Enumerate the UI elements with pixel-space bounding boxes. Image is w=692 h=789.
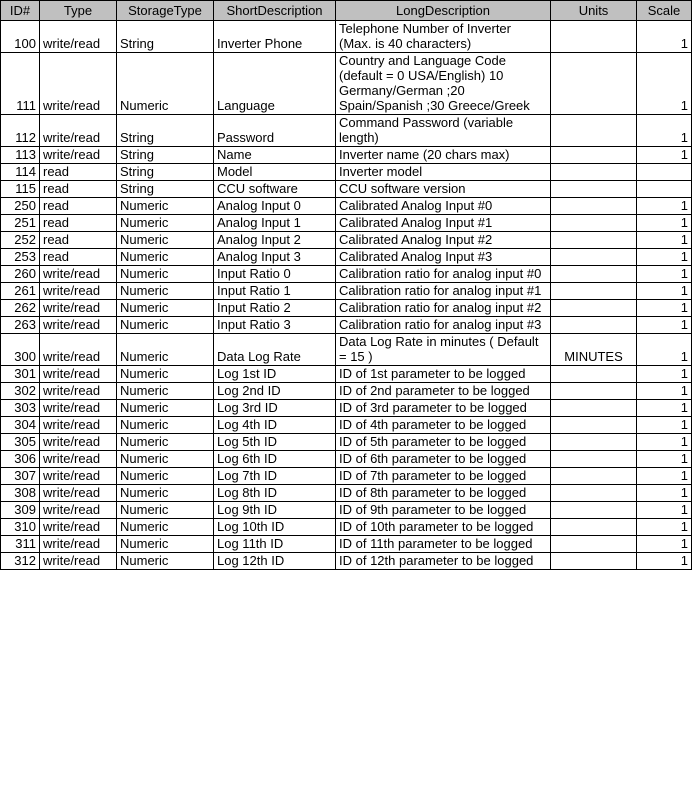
cell-id: 100 xyxy=(1,21,40,53)
cell-long-description: ID of 6th parameter to be logged xyxy=(336,451,551,468)
cell-type: write/read xyxy=(40,21,117,53)
cell-short-description: Name xyxy=(214,147,336,164)
cell-id: 114 xyxy=(1,164,40,181)
cell-units xyxy=(551,536,637,553)
table-row xyxy=(1,215,692,232)
table-row xyxy=(1,115,692,147)
table-row xyxy=(1,198,692,215)
cell-id: 115 xyxy=(1,181,40,198)
cell-storage-type: Numeric xyxy=(117,215,214,232)
cell-units xyxy=(551,181,637,198)
cell-short-description: Log 11th ID xyxy=(214,536,336,553)
table-row xyxy=(1,502,692,519)
cell-scale xyxy=(637,181,692,198)
cell-scale: 1 xyxy=(637,451,692,468)
cell-type: write/read xyxy=(40,502,117,519)
cell-scale: 1 xyxy=(637,300,692,317)
cell-long-description: Inverter model xyxy=(336,164,551,181)
cell-storage-type: Numeric xyxy=(117,383,214,400)
cell-short-description: Input Ratio 3 xyxy=(214,317,336,334)
header-type: Type xyxy=(40,1,117,21)
cell-scale: 1 xyxy=(637,519,692,536)
cell-long-description: ID of 5th parameter to be logged xyxy=(336,434,551,451)
cell-long-description: ID of 4th parameter to be logged xyxy=(336,417,551,434)
cell-id: 253 xyxy=(1,249,40,266)
cell-short-description: Log 7th ID xyxy=(214,468,336,485)
cell-type: write/read xyxy=(40,147,117,164)
cell-storage-type: Numeric xyxy=(117,434,214,451)
cell-long-description: ID of 3rd parameter to be logged xyxy=(336,400,551,417)
cell-long-description: Calibrated Analog Input #0 xyxy=(336,198,551,215)
cell-type: write/read xyxy=(40,317,117,334)
cell-type: write/read xyxy=(40,536,117,553)
cell-storage-type: Numeric xyxy=(117,400,214,417)
cell-units xyxy=(551,417,637,434)
cell-short-description: Input Ratio 2 xyxy=(214,300,336,317)
table-row xyxy=(1,317,692,334)
cell-type: write/read xyxy=(40,283,117,300)
cell-type: read xyxy=(40,215,117,232)
cell-long-description: CCU software version xyxy=(336,181,551,198)
cell-units xyxy=(551,519,637,536)
cell-units xyxy=(551,300,637,317)
table-row xyxy=(1,164,692,181)
cell-long-description: Calibrated Analog Input #3 xyxy=(336,249,551,266)
cell-storage-type: String xyxy=(117,181,214,198)
cell-type: read xyxy=(40,181,117,198)
cell-id: 250 xyxy=(1,198,40,215)
cell-short-description: CCU software xyxy=(214,181,336,198)
cell-short-description: Data Log Rate xyxy=(214,334,336,366)
table-row xyxy=(1,366,692,383)
cell-long-description: ID of 12th parameter to be logged xyxy=(336,553,551,570)
cell-scale: 1 xyxy=(637,417,692,434)
cell-scale: 1 xyxy=(637,400,692,417)
cell-long-description: ID of 1st parameter to be logged xyxy=(336,366,551,383)
cell-storage-type: Numeric xyxy=(117,249,214,266)
cell-type: write/read xyxy=(40,519,117,536)
cell-units xyxy=(551,164,637,181)
cell-storage-type: String xyxy=(117,164,214,181)
cell-scale: 1 xyxy=(637,53,692,115)
cell-scale: 1 xyxy=(637,283,692,300)
cell-short-description: Input Ratio 0 xyxy=(214,266,336,283)
cell-storage-type: Numeric xyxy=(117,266,214,283)
cell-units xyxy=(551,21,637,53)
header-row xyxy=(1,1,692,21)
cell-units xyxy=(551,283,637,300)
cell-type: write/read xyxy=(40,383,117,400)
cell-long-description: Command Password (variable length) xyxy=(336,115,551,147)
cell-units xyxy=(551,266,637,283)
cell-scale: 1 xyxy=(637,21,692,53)
cell-scale: 1 xyxy=(637,266,692,283)
cell-long-description: Data Log Rate in minutes ( Default = 15 ) xyxy=(336,334,551,366)
cell-storage-type: Numeric xyxy=(117,232,214,249)
cell-long-description: ID of 9th parameter to be logged xyxy=(336,502,551,519)
cell-storage-type: Numeric xyxy=(117,485,214,502)
cell-scale: 1 xyxy=(637,434,692,451)
cell-short-description: Log 12th ID xyxy=(214,553,336,570)
cell-id: 260 xyxy=(1,266,40,283)
header-short-description: ShortDescription xyxy=(214,1,336,21)
cell-scale: 1 xyxy=(637,502,692,519)
cell-scale: 1 xyxy=(637,366,692,383)
cell-short-description: Log 10th ID xyxy=(214,519,336,536)
cell-type: read xyxy=(40,198,117,215)
cell-storage-type: Numeric xyxy=(117,334,214,366)
cell-type: write/read xyxy=(40,417,117,434)
cell-type: write/read xyxy=(40,266,117,283)
cell-id: 311 xyxy=(1,536,40,553)
cell-scale: 1 xyxy=(637,468,692,485)
table-row xyxy=(1,400,692,417)
table-row xyxy=(1,536,692,553)
cell-long-description: Calibrated Analog Input #2 xyxy=(336,232,551,249)
cell-id: 312 xyxy=(1,553,40,570)
cell-units xyxy=(551,451,637,468)
cell-id: 303 xyxy=(1,400,40,417)
cell-long-description: Calibration ratio for analog input #3 xyxy=(336,317,551,334)
table-row xyxy=(1,147,692,164)
cell-type: write/read xyxy=(40,553,117,570)
cell-scale: 1 xyxy=(637,334,692,366)
cell-units xyxy=(551,434,637,451)
cell-type: write/read xyxy=(40,485,117,502)
cell-units: MINUTES xyxy=(551,334,637,366)
cell-storage-type: Numeric xyxy=(117,502,214,519)
table-row xyxy=(1,485,692,502)
cell-scale: 1 xyxy=(637,198,692,215)
cell-short-description: Language xyxy=(214,53,336,115)
cell-storage-type: Numeric xyxy=(117,536,214,553)
cell-scale: 1 xyxy=(637,249,692,266)
cell-id: 261 xyxy=(1,283,40,300)
cell-long-description: ID of 10th parameter to be logged xyxy=(336,519,551,536)
cell-short-description: Log 8th ID xyxy=(214,485,336,502)
cell-long-description: Country and Language Code (default = 0 USA/English) 10 Germany/German ;20 Spain/Spanish ;30 Greece/Greek xyxy=(336,53,551,115)
table-row xyxy=(1,334,692,366)
table-body xyxy=(1,21,692,570)
table-row xyxy=(1,232,692,249)
cell-units xyxy=(551,232,637,249)
cell-short-description: Log 1st ID xyxy=(214,366,336,383)
cell-type: write/read xyxy=(40,468,117,485)
header-units: Units xyxy=(551,1,637,21)
cell-scale: 1 xyxy=(637,383,692,400)
cell-scale: 1 xyxy=(637,553,692,570)
cell-id: 263 xyxy=(1,317,40,334)
cell-short-description: Analog Input 0 xyxy=(214,198,336,215)
cell-units xyxy=(551,366,637,383)
table-row xyxy=(1,249,692,266)
cell-scale: 1 xyxy=(637,215,692,232)
cell-short-description: Log 9th ID xyxy=(214,502,336,519)
cell-short-description: Analog Input 2 xyxy=(214,232,336,249)
cell-id: 307 xyxy=(1,468,40,485)
cell-type: write/read xyxy=(40,400,117,417)
cell-storage-type: Numeric xyxy=(117,468,214,485)
cell-storage-type: Numeric xyxy=(117,417,214,434)
cell-type: write/read xyxy=(40,115,117,147)
cell-units xyxy=(551,115,637,147)
cell-storage-type: Numeric xyxy=(117,553,214,570)
header-storage-type: StorageType xyxy=(117,1,214,21)
cell-id: 252 xyxy=(1,232,40,249)
cell-short-description: Input Ratio 1 xyxy=(214,283,336,300)
cell-long-description: Inverter name (20 chars max) xyxy=(336,147,551,164)
cell-units xyxy=(551,400,637,417)
cell-type: write/read xyxy=(40,334,117,366)
cell-type: write/read xyxy=(40,366,117,383)
cell-storage-type: Numeric xyxy=(117,519,214,536)
cell-long-description: ID of 7th parameter to be logged xyxy=(336,468,551,485)
header-long-description: LongDescription xyxy=(336,1,551,21)
cell-units xyxy=(551,53,637,115)
table-row xyxy=(1,181,692,198)
cell-long-description: Calibrated Analog Input #1 xyxy=(336,215,551,232)
cell-id: 306 xyxy=(1,451,40,468)
cell-id: 305 xyxy=(1,434,40,451)
cell-units xyxy=(551,485,637,502)
cell-storage-type: String xyxy=(117,21,214,53)
cell-short-description: Log 2nd ID xyxy=(214,383,336,400)
cell-units xyxy=(551,215,637,232)
cell-long-description: ID of 2nd parameter to be logged xyxy=(336,383,551,400)
cell-long-description: Telephone Number of Inverter (Max. is 40 characters) xyxy=(336,21,551,53)
cell-long-description: ID of 8th parameter to be logged xyxy=(336,485,551,502)
table-header xyxy=(1,1,692,21)
table-row xyxy=(1,21,692,53)
cell-units xyxy=(551,147,637,164)
cell-type: write/read xyxy=(40,300,117,317)
cell-long-description: Calibration ratio for analog input #2 xyxy=(336,300,551,317)
cell-type: write/read xyxy=(40,434,117,451)
cell-scale xyxy=(637,164,692,181)
cell-short-description: Model xyxy=(214,164,336,181)
cell-storage-type: String xyxy=(117,115,214,147)
cell-scale: 1 xyxy=(637,115,692,147)
cell-storage-type: String xyxy=(117,147,214,164)
cell-short-description: Inverter Phone xyxy=(214,21,336,53)
cell-scale: 1 xyxy=(637,536,692,553)
cell-units xyxy=(551,468,637,485)
table-row xyxy=(1,434,692,451)
cell-scale: 1 xyxy=(637,485,692,502)
table-row xyxy=(1,553,692,570)
cell-type: write/read xyxy=(40,53,117,115)
cell-short-description: Log 5th ID xyxy=(214,434,336,451)
cell-type: read xyxy=(40,164,117,181)
cell-storage-type: Numeric xyxy=(117,283,214,300)
table-row xyxy=(1,383,692,400)
cell-long-description: ID of 11th parameter to be logged xyxy=(336,536,551,553)
table-row xyxy=(1,417,692,434)
table-row xyxy=(1,53,692,115)
cell-storage-type: Numeric xyxy=(117,198,214,215)
header-id: ID# xyxy=(1,1,40,21)
header-scale: Scale xyxy=(637,1,692,21)
cell-short-description: Analog Input 1 xyxy=(214,215,336,232)
cell-short-description: Log 4th ID xyxy=(214,417,336,434)
cell-short-description: Password xyxy=(214,115,336,147)
cell-long-description: Calibration ratio for analog input #1 xyxy=(336,283,551,300)
cell-id: 111 xyxy=(1,53,40,115)
cell-scale: 1 xyxy=(637,147,692,164)
table-row xyxy=(1,283,692,300)
cell-storage-type: Numeric xyxy=(117,451,214,468)
cell-storage-type: Numeric xyxy=(117,300,214,317)
cell-type: read xyxy=(40,232,117,249)
cell-id: 308 xyxy=(1,485,40,502)
cell-units xyxy=(551,198,637,215)
cell-id: 112 xyxy=(1,115,40,147)
cell-long-description: Calibration ratio for analog input #0 xyxy=(336,266,551,283)
cell-units xyxy=(551,553,637,570)
cell-scale: 1 xyxy=(637,232,692,249)
cell-units xyxy=(551,317,637,334)
cell-short-description: Analog Input 3 xyxy=(214,249,336,266)
cell-id: 251 xyxy=(1,215,40,232)
cell-units xyxy=(551,249,637,266)
table-row xyxy=(1,300,692,317)
cell-storage-type: Numeric xyxy=(117,366,214,383)
cell-id: 304 xyxy=(1,417,40,434)
cell-id: 310 xyxy=(1,519,40,536)
cell-short-description: Log 3rd ID xyxy=(214,400,336,417)
cell-id: 309 xyxy=(1,502,40,519)
table-row xyxy=(1,468,692,485)
table-row xyxy=(1,519,692,536)
cell-id: 302 xyxy=(1,383,40,400)
table-row xyxy=(1,266,692,283)
cell-scale: 1 xyxy=(637,317,692,334)
cell-id: 113 xyxy=(1,147,40,164)
cell-units xyxy=(551,502,637,519)
cell-type: read xyxy=(40,249,117,266)
cell-storage-type: Numeric xyxy=(117,53,214,115)
cell-id: 301 xyxy=(1,366,40,383)
cell-id: 262 xyxy=(1,300,40,317)
cell-id: 300 xyxy=(1,334,40,366)
cell-short-description: Log 6th ID xyxy=(214,451,336,468)
cell-units xyxy=(551,383,637,400)
cell-storage-type: Numeric xyxy=(117,317,214,334)
cell-type: write/read xyxy=(40,451,117,468)
table-row xyxy=(1,451,692,468)
